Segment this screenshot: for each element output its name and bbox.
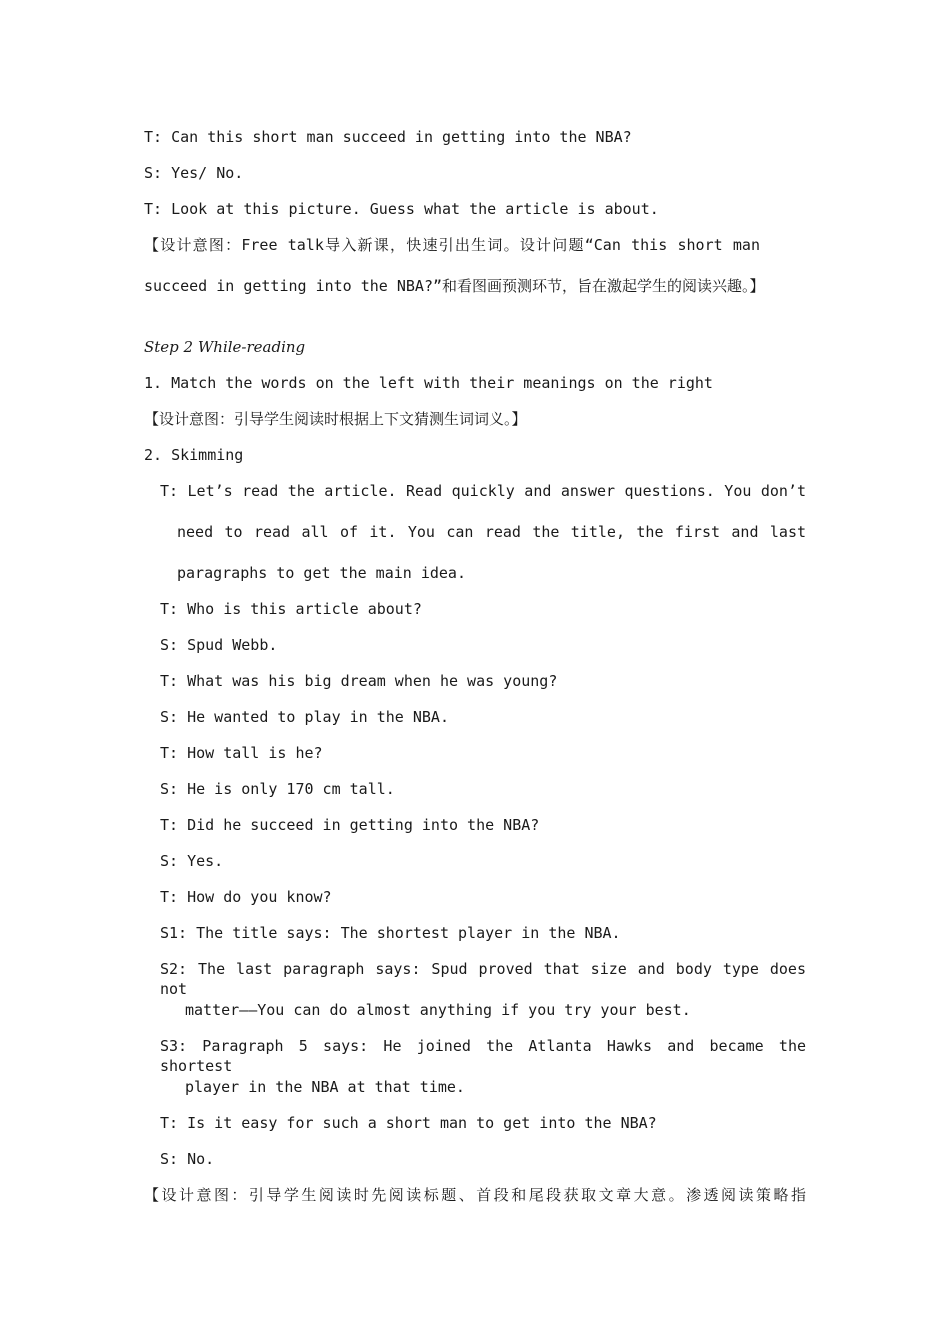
- dialogue-line: S: Yes/ No.: [144, 164, 244, 182]
- dialogue-line: T: Look at this picture. Guess what the article is about.: [144, 200, 659, 218]
- dialogue-line: T: Is it easy for such a short man to get into the NBA?: [160, 1114, 657, 1132]
- dialogue-line: T: Did he succeed in getting into the NBA?: [160, 816, 540, 834]
- dialogue-line: S: No.: [160, 1150, 215, 1168]
- dialogue-line: T: What was his big dream when he was young?: [160, 672, 558, 690]
- dialogue-line: T: Can this short man succeed in getting into the NBA?: [144, 128, 632, 146]
- dialogue-line: T: Let’s read the article. Read quickly and answer questions. You don’t: [160, 482, 806, 500]
- dialogue-line: T: How tall is he?: [160, 744, 323, 762]
- dialogue-line-cont: matter——You can do almost anything if you try your best.: [185, 1001, 691, 1019]
- design-intent-note-cont: succeed in getting into the NBA?”和看图画预测环节，旨在激起学生的阅读兴趣。】: [144, 277, 765, 295]
- section-heading: Step 2 While-reading: [144, 338, 306, 356]
- dialogue-line: S: He wanted to play in the NBA.: [160, 708, 449, 726]
- design-intent-note: 【设计意图：Free talk导入新课，快速引出生词。设计问题“Can this short man: [144, 236, 760, 254]
- dialogue-line: T: Who is this article about?: [160, 600, 422, 618]
- dialogue-line: S: Yes.: [160, 852, 224, 870]
- dialogue-line: S: He is only 170 cm tall.: [160, 780, 395, 798]
- dialogue-line: S3: Paragraph 5 says: He joined the Atlanta Hawks and became the shortest: [160, 1037, 806, 1075]
- task-item: 1. Match the words on the left with their meanings on the right: [144, 374, 713, 392]
- dialogue-line: T: How do you know?: [160, 888, 332, 906]
- dialogue-line-cont: player in the NBA at that time.: [185, 1078, 465, 1096]
- dialogue-line: S2: The last paragraph says: Spud proved that size and body type does not: [160, 960, 806, 998]
- dialogue-line-cont: need to read all of it. You can read the title, the first and last: [177, 523, 806, 541]
- dialogue-line: S1: The title says: The shortest player in the NBA.: [160, 924, 621, 942]
- dialogue-line-cont: paragraphs to get the main idea.: [177, 564, 466, 582]
- design-intent-note: 【设计意图：引导学生阅读时根据上下文猜测生词词义。】: [144, 410, 527, 428]
- design-intent-note: 【设计意图：引导学生阅读时先阅读标题、首段和尾段获取文章大意。渗透阅读策略指: [144, 1186, 806, 1204]
- dialogue-line: S: Spud Webb.: [160, 636, 278, 654]
- task-item: 2. Skimming: [144, 446, 244, 464]
